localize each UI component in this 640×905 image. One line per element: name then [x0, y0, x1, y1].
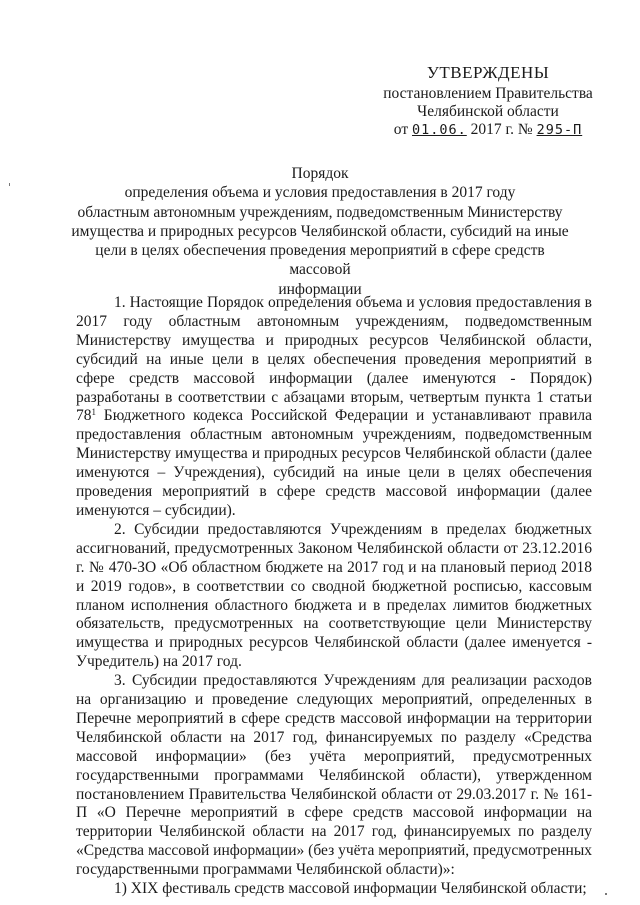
paragraph-2: 2. Субсидии предоставляются Учреждениям в пределах бюджетных ассигнований, предусмотренных Законом Челябинской области от 23.12.2016 г. № 470-ЗО «Об областном бюджете на 2017 год и на плановый период 2018 и 2019 годов», в соответствии со сводной бюджетной росписью, кассовым планом исполнения областного бюджета и в пределах лимитов бюджетных обязательств, предусмотренных на соответствующие цели Министерству имущества и природных ресурсов Челябинской области (далее именуется - Учредитель) на 2017 год.	[76, 520, 592, 671]
heading-line-1: определения объема и условия предоставления в 2017 году	[124, 184, 516, 202]
handwritten-number: 295-П	[536, 122, 583, 138]
approval-block	[376, 64, 600, 139]
paragraph-1-superscript: 1	[91, 407, 96, 418]
heading-line-4: цели в целях обеспечения проведения мероприятий в сфере средств массовой	[95, 242, 545, 279]
heading-line-5: информации	[278, 280, 362, 298]
document-heading	[70, 164, 570, 299]
date-suffix: 2017 г. №	[470, 121, 533, 138]
paragraph-1-text-a: 1. Настоящие Порядок определения объема и условия предоставления в 2017 году областным автономным учреждениям, подведомственным Министерству имущества и природных ресурсов Челябинской области, субсидий на иные цели в целях обеспечения проведения мероприятий в сфере средств массовой информации (далее именуются - Порядок) разработаны в соответствии с абзацами вторым, четвертым пункта 1 статьи 78	[76, 294, 592, 425]
paragraph-3: 3. Субсидии предоставляются Учреждениям для реализации расходов на организацию и проведение следующих мероприятий, определенных в Перечне мероприятий в сфере средств массовой информации на территории Челябинской области на 2017 год, финансируемых по разделу «Средства массовой информации» (без учёта мероприятий, предусмотренных государственными программами Челябинской области), утвержденном постановлением Правительства Челябинской области от 29.03.2017 г. № 161-П «О Перечне мероприятий в сфере средств массовой информации на территории Челябинской области на 2017 год, финансируемых по разделу «Средства массовой информации» (без учёта мероприятий, предусмотренных государственными программами Челябинской области)»:	[76, 672, 592, 879]
document-body	[76, 294, 592, 899]
scan-speck	[9, 183, 10, 186]
list-item-1: 1) XIX фестиваль средств массовой информации Челябинской области;	[114, 880, 587, 898]
paragraph-1	[76, 294, 592, 521]
heading-line-3: имущества и природных ресурсов Челябинской области, субсидий на иные	[71, 222, 569, 240]
heading-title: Порядок	[291, 165, 349, 182]
paragraph-1-text-b: Бюджетного кодекса Российской Федерации и устанавливают правила предоставления областным автономным учреждениям, подведомственным Министерству имущества и природных ресурсов Челябинской области (далее именуются – Учреждения), субсидий на иные цели в целях обеспечения проведения мероприятий в сфере средств массовой информации (далее именуются – субсидии).	[76, 407, 592, 519]
scan-speck	[605, 893, 607, 895]
approval-title: УТВЕРЖДЕНЫ	[426, 63, 550, 82]
approval-date-line	[376, 121, 600, 139]
date-prefix: от	[393, 121, 409, 138]
approval-line-2: Челябинской области	[417, 103, 559, 120]
handwritten-date: 01.06.	[412, 122, 467, 138]
heading-line-2: областным автономным учреждениям, подведомственным Министерству	[77, 203, 563, 221]
approval-line-1: постановлением Правительства	[383, 85, 593, 102]
